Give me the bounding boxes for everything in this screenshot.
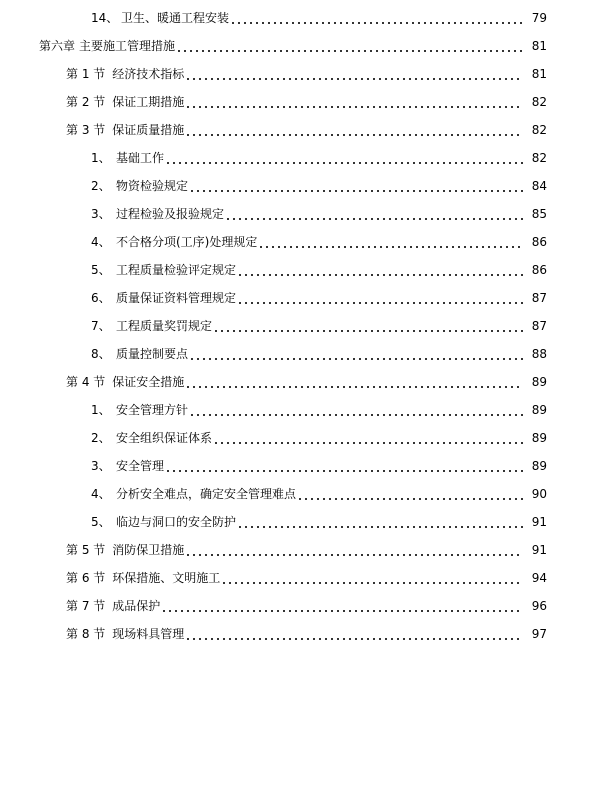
dot-leader [225,200,523,228]
toc-entry-number: 第 2 节 [66,95,106,109]
dot-leader [165,144,523,172]
toc-entry-page: 81 [531,39,547,53]
toc-entry-number: 2、 [91,179,111,193]
toc-entry-number: 14、 [91,11,119,25]
toc-entry[interactable] [0,116,609,144]
dot-leader [185,60,523,88]
dot-leader [161,592,523,620]
dot-leader [213,312,523,340]
toc-entry-page: 89 [531,459,547,473]
toc-entry-page: 97 [531,627,547,641]
toc-entry-page: 91 [531,543,547,557]
toc-entry-title: 安全管理 [116,459,165,473]
dot-leader [165,452,523,480]
dot-leader [189,172,523,200]
toc-entry-page: 96 [531,599,547,613]
toc-entry-title: 卫生、暖通工程安装 [121,11,230,25]
toc-entry-number: 第 8 节 [66,627,106,641]
toc-entry-title: 工程质量检验评定规定 [116,263,237,277]
toc-entry-title: 保证安全措施 [112,375,185,389]
toc-entry-number: 5、 [91,515,111,529]
dot-leader [185,536,523,564]
dot-leader [189,396,523,424]
toc-entry-page: 94 [531,571,547,585]
toc-entry-number: 第 1 节 [66,67,106,81]
toc-entry-number: 第 7 节 [66,599,106,613]
toc-entry-title: 环保措施、文明施工 [112,571,221,585]
dot-leader [221,564,523,592]
toc-entry-number: 2、 [91,431,111,445]
toc-entry[interactable] [0,564,609,592]
toc-entry-page: 88 [531,347,547,361]
toc-entry-number: 第六章 [39,39,76,53]
dot-leader [237,256,523,284]
toc-entry[interactable] [0,228,609,256]
toc-entry-title: 质量保证资料管理规定 [116,291,237,305]
toc-entry-number: 3、 [91,207,111,221]
toc-entry-title: 物资检验规定 [116,179,189,193]
toc-entry-page: 86 [531,263,547,277]
toc-entry[interactable] [0,88,609,116]
dot-leader [185,368,523,396]
toc-entry-page: 90 [531,487,547,501]
toc-entry[interactable] [0,312,609,340]
toc-entry-page: 89 [531,403,547,417]
toc-entry-title: 过程检验及报验规定 [116,207,225,221]
toc-entry[interactable] [0,200,609,228]
toc-entry-title: 保证质量措施 [112,123,185,137]
toc-entry-page: 89 [531,431,547,445]
dot-leader [213,424,523,452]
toc-entry-title: 工程质量奖罚规定 [116,319,213,333]
toc-entry[interactable] [0,508,609,536]
toc-entry-number: 7、 [91,319,111,333]
toc-entry[interactable] [0,172,609,200]
toc-entry-title: 安全管理方针 [116,403,189,417]
toc-entry-page: 82 [531,95,547,109]
toc-entry-title: 不合格分项(工序)处理规定 [116,235,258,249]
toc-entry-number: 第 4 节 [66,375,106,389]
toc-entry-number: 6、 [91,291,111,305]
toc-entry-page: 85 [531,207,547,221]
dot-leader [176,32,523,60]
toc-entry-title: 现场料具管理 [112,627,185,641]
toc-entry-page: 82 [531,151,547,165]
toc-entry-number: 1、 [91,403,111,417]
toc-entry[interactable] [0,340,609,368]
toc-entry-title: 消防保卫措施 [112,543,185,557]
toc-entry-title: 基础工作 [116,151,165,165]
toc-entry-number: 3、 [91,459,111,473]
toc-entry-title: 质量控制要点 [116,347,189,361]
toc-entry-page: 81 [531,67,547,81]
toc-entry[interactable] [0,620,609,648]
toc-entry[interactable] [0,4,609,32]
toc-entry-title: 主要施工管理措施 [79,39,176,53]
dot-leader [258,228,523,256]
dot-leader [185,116,523,144]
toc-entry-page: 82 [531,123,547,137]
dot-leader [237,284,523,312]
dot-leader [185,620,523,648]
toc-entry-number: 4、 [91,487,111,501]
toc-entry-title: 临边与洞口的安全防护 [116,515,237,529]
toc-entry-number: 第 5 节 [66,543,106,557]
toc-entry[interactable] [0,256,609,284]
dot-leader [189,340,523,368]
toc-entry[interactable] [0,424,609,452]
toc-entry[interactable] [0,368,609,396]
toc-entry-number: 5、 [91,263,111,277]
toc-entry-page: 89 [531,375,547,389]
toc-entry[interactable] [0,396,609,424]
toc-entry-page: 87 [531,291,547,305]
toc-entry-title: 经济技术指标 [112,67,185,81]
toc-entry-number: 8、 [91,347,111,361]
toc-entry[interactable] [0,284,609,312]
toc-entry-page: 91 [531,515,547,529]
toc-entry[interactable] [0,60,609,88]
dot-leader [297,480,523,508]
toc-entry-title: 安全组织保证体系 [116,431,213,445]
toc-entry-number: 1、 [91,151,111,165]
toc-entry[interactable] [0,144,609,172]
toc-entry[interactable] [0,480,609,508]
toc-entry[interactable] [0,536,609,564]
toc-entry[interactable] [0,452,609,480]
toc-entry-page: 87 [531,319,547,333]
toc-entry-page: 84 [531,179,547,193]
toc-entry-title: 保证工期措施 [112,95,185,109]
toc-entry-page: 86 [531,235,547,249]
dot-leader [237,508,523,536]
toc-entry-title: 成品保护 [112,599,161,613]
toc-entry-number: 第 3 节 [66,123,106,137]
toc-entry[interactable] [0,592,609,620]
toc-entry-page: 79 [531,11,547,25]
table-of-contents [0,4,609,648]
toc-entry-title: 分析安全难点，确定安全管理难点 [116,487,297,501]
dot-leader [185,88,523,116]
dot-leader [230,4,523,32]
toc-entry-number: 4、 [91,235,111,249]
toc-entry-number: 第 6 节 [66,571,106,585]
toc-entry[interactable] [0,32,609,60]
